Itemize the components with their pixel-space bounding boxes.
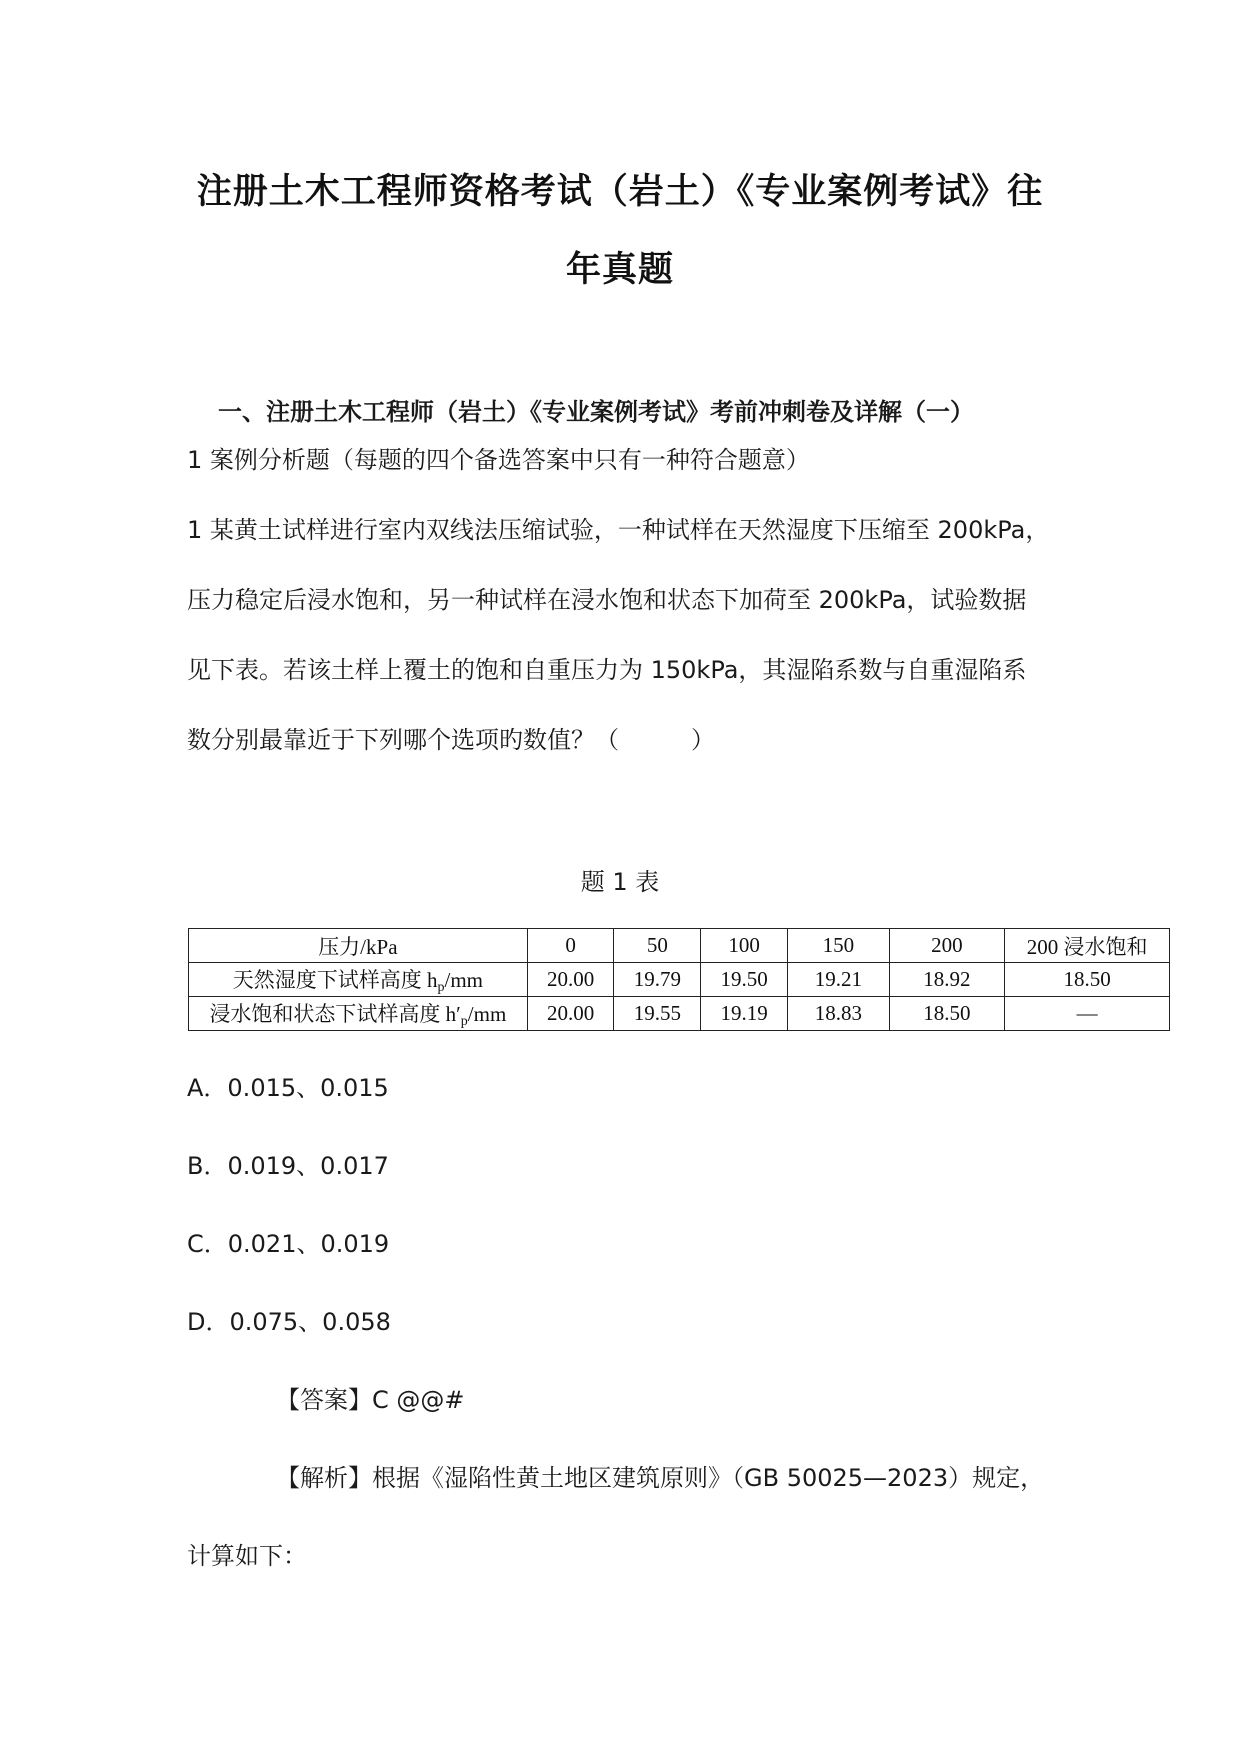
row-label-unit: /mm bbox=[444, 967, 483, 992]
table-column-header: 100 bbox=[701, 929, 788, 963]
option-d: D．0.075、0.058 bbox=[187, 1308, 391, 1336]
table-row-label bbox=[189, 963, 528, 997]
row-label-subscript: p bbox=[437, 979, 445, 995]
question-line-3: 见下表。若该土样上覆土的饱和自重压力为 150kPa，其湿陷系数与自重湿陷系 bbox=[187, 656, 1027, 684]
table-cell: 18.50 bbox=[1005, 963, 1170, 997]
table-cell: 19.50 bbox=[701, 963, 788, 997]
row-label-unit: /mm bbox=[467, 1001, 507, 1026]
table-cell: 18.83 bbox=[787, 997, 889, 1031]
question-line-2: 压力稳定后浸水饱和，另一种试样在浸水饱和状态下加荷至 200kPa，试验数据 bbox=[187, 586, 1027, 614]
section-heading: 一、注册土木工程师（岩土）《专业案例考试》考前冲刺卷及详解（一） bbox=[218, 398, 974, 426]
table-row bbox=[189, 963, 1170, 997]
table-column-header: 150 bbox=[787, 929, 889, 963]
table-row bbox=[189, 997, 1170, 1031]
question-line-4: 数分别最靠近于下列哪个选项旳数值？（ ） bbox=[187, 726, 715, 754]
table-header-row bbox=[189, 929, 1170, 963]
table-column-header: 200 浸水饱和 bbox=[1005, 929, 1170, 963]
test-data-table bbox=[188, 928, 1170, 1031]
table-cell: 19.19 bbox=[701, 997, 788, 1031]
section-intro: 1 案例分析题（每题的四个备选答案中只有一种符合题意） bbox=[187, 446, 810, 474]
question-line-1: 1 某黄土试样进行室内双线法压缩试验，一种试样在天然湿度下压缩至 200kPa， bbox=[187, 516, 1050, 544]
table-row-label bbox=[189, 997, 528, 1031]
table-cell: 20.00 bbox=[527, 997, 614, 1031]
option-b: B．0.019、0.017 bbox=[187, 1152, 389, 1180]
row-label-text: 浸水饱和状态下试样高度 h′ bbox=[209, 1001, 461, 1026]
table-column-header: 50 bbox=[614, 929, 701, 963]
table-cell: 18.92 bbox=[889, 963, 1005, 997]
document-title-line-2: 年真题 bbox=[565, 250, 674, 290]
table-cell: 20.00 bbox=[527, 963, 614, 997]
analysis-line-2: 计算如下： bbox=[187, 1542, 307, 1570]
analysis-line-1: 【解析】根据《湿陷性黄土地区建筑原则》（GB 50025—2023）规定， bbox=[276, 1464, 1045, 1492]
document-title-line-1: 注册土木工程师资格考试（岩土）《专业案例考试》往 bbox=[196, 172, 1044, 212]
table-cell: 19.21 bbox=[787, 963, 889, 997]
table-cell: 19.55 bbox=[614, 997, 701, 1031]
table-column-header: 0 bbox=[527, 929, 614, 963]
option-c: C．0.021、0.019 bbox=[187, 1230, 390, 1258]
option-a: A．0.015、0.015 bbox=[187, 1074, 389, 1102]
table-cell: — bbox=[1005, 997, 1170, 1031]
row-label-subscript: p bbox=[460, 1013, 468, 1029]
table-caption: 题 1 表 bbox=[580, 868, 660, 896]
table-header-label: 压力/kPa bbox=[189, 929, 528, 963]
table-cell: 18.50 bbox=[889, 997, 1005, 1031]
table-column-header: 200 bbox=[889, 929, 1005, 963]
answer: 【答案】C @@# bbox=[276, 1386, 465, 1414]
table-cell: 19.79 bbox=[614, 963, 701, 997]
row-label-text: 天然湿度下试样高度 h bbox=[232, 967, 438, 992]
